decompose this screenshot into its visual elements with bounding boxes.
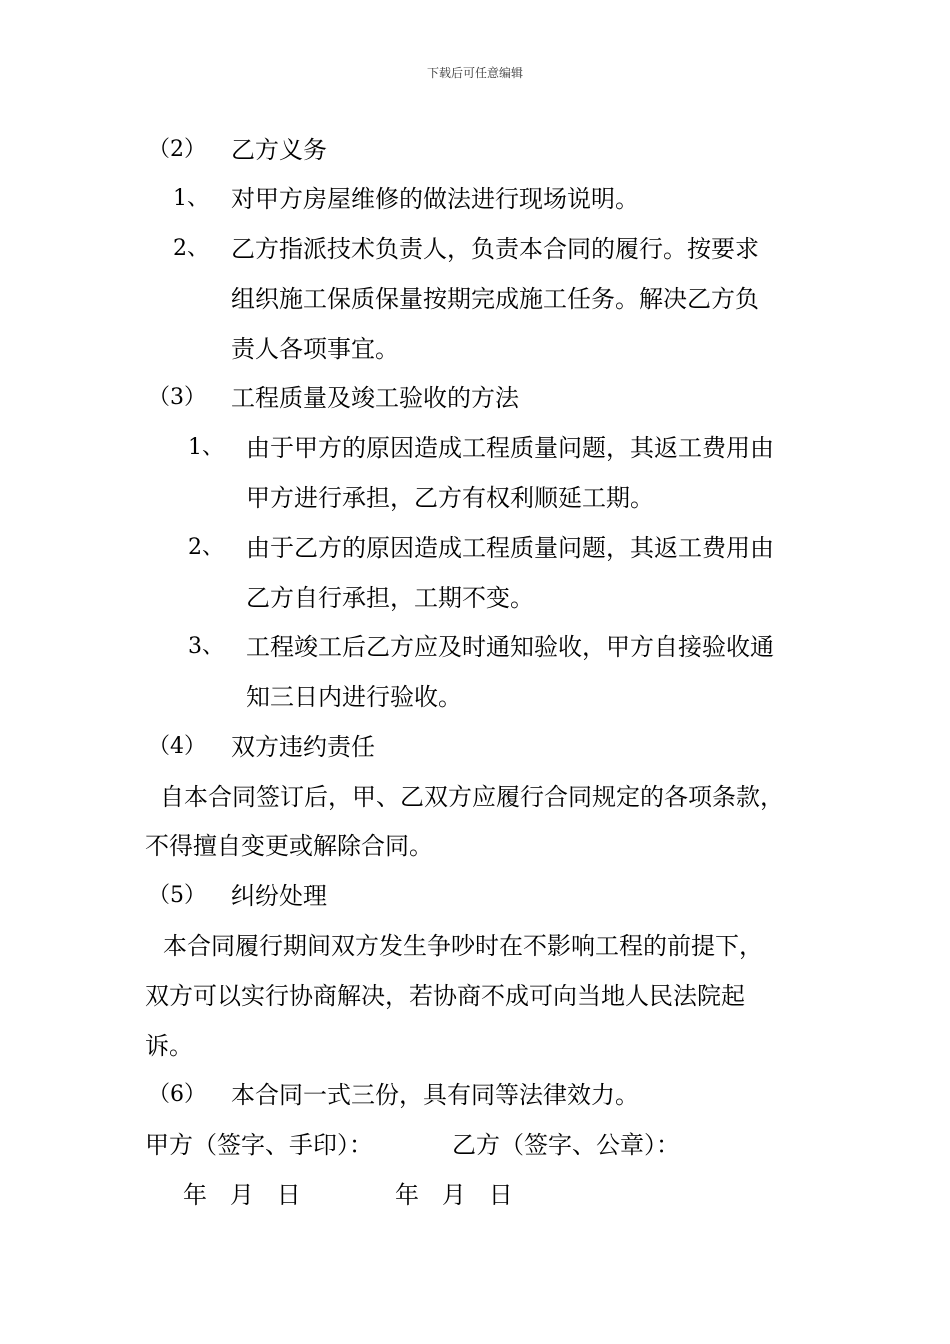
section-5-body-line-2: 双方可以实行协商解决，若协商不成可向当地人民法院起: [145, 982, 745, 1010]
section-3-title: 工程质量及竣工验收的方法: [231, 384, 519, 412]
section-2-item-2-line-1: 乙方指派技术负责人，负责本合同的履行。按要求: [231, 235, 759, 263]
section-2-item-2-line-2: 组织施工保质保量按期完成施工任务。解决乙方负: [231, 285, 759, 313]
section-6-number: （6）: [148, 1082, 206, 1107]
party-a-signature-label: 甲方（签字、手印）：: [145, 1131, 373, 1159]
section-3-item-1-number: 1、: [188, 435, 224, 460]
section-4-body-line-1: 自本合同签订后，甲、乙双方应履行合同规定的各项条款，: [160, 783, 784, 811]
section-4-number: （4）: [148, 734, 206, 759]
section-5-body-line-1: 本合同履行期间双方发生争吵时在不影响工程的前提下，: [163, 932, 763, 960]
section-4-body-line-2: 不得擅自变更或解除合同。: [145, 832, 433, 860]
section-3-item-2-number: 2、: [188, 535, 224, 560]
section-3-item-2-line-2: 乙方自行承担，工期不变。: [246, 584, 534, 612]
section-2-number: （2）: [148, 137, 206, 162]
page-header: 下载后可任意编辑: [426, 66, 523, 80]
section-3-item-1-line-1: 由于甲方的原因造成工程质量问题，其返工费用由: [246, 434, 774, 462]
section-3-number: （3）: [148, 385, 206, 410]
party-b-signature-label: 乙方（签字、公章）：: [452, 1131, 680, 1159]
section-2-item-2-number: 2、: [173, 236, 209, 261]
party-a-date: 年 月 日: [183, 1181, 301, 1209]
section-5-number: （5）: [148, 883, 206, 908]
section-3-item-1-line-2: 甲方进行承担，乙方有权利顺延工期。: [246, 484, 654, 512]
section-3-item-3-number: 3、: [188, 634, 224, 659]
section-2-title: 乙方义务: [231, 136, 327, 164]
section-5-body-line-3: 诉。: [145, 1032, 193, 1060]
party-b-date: 年 月 日: [395, 1181, 513, 1209]
section-2-item-2-line-3: 责人各项事宜。: [231, 335, 399, 363]
section-3-item-3-line-1: 工程竣工后乙方应及时通知验收，甲方自接验收通: [246, 633, 774, 661]
section-3-item-2-line-1: 由于乙方的原因造成工程质量问题，其返工费用由: [246, 534, 774, 562]
section-2-item-1-number: 1、: [173, 186, 209, 211]
section-2-item-1-line-1: 对甲方房屋维修的做法进行现场说明。: [231, 185, 639, 213]
section-5-title: 纠纷处理: [231, 882, 327, 910]
section-4-title: 双方违约责任: [231, 733, 375, 761]
section-6-title: 本合同一式三份，具有同等法律效力。: [231, 1081, 639, 1109]
section-3-item-3-line-2: 知三日内进行验收。: [246, 683, 462, 711]
